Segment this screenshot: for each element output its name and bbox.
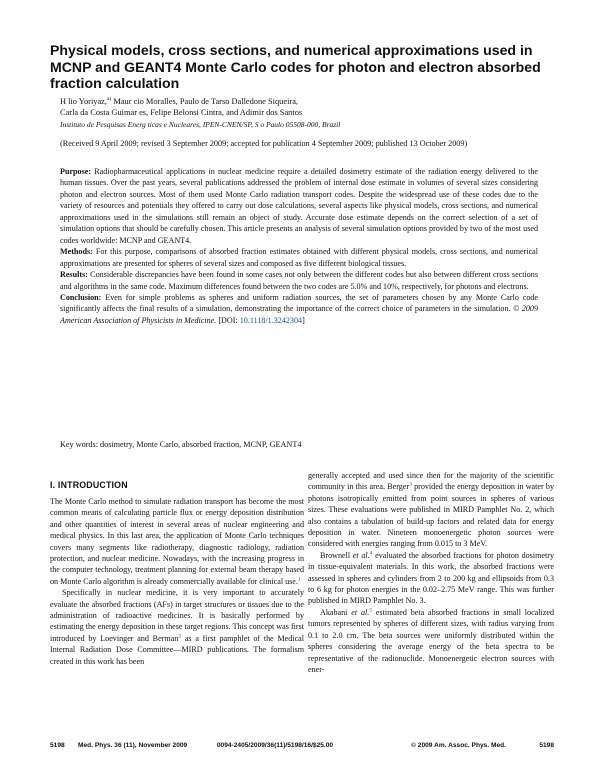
intro-p5-text-a: Akabani (320, 607, 352, 617)
abstract-purpose (60, 166, 538, 246)
intro-p5-text-b: estimated beta absorbed fractions in small localized tumors represented by spheres of different sizes, with radius varying from 0.1 to 2.0 cm. The beta sources were uniformly distributed within the spheres considering the average energy of the beta spectra to be representative of the radionuclide. Monoenergetic electron sources with ener- (308, 607, 555, 674)
affiliation: Instituto de Pesquisas Energ ticas e Nucleares, IPEN-CNEN/SP, S o Paulo 05508-000, Brazil (60, 120, 341, 129)
abstract (60, 166, 538, 326)
purpose-text: Radiopharmaceutical applications in nuclear medicine require a detailed dosimetry estimate of the radiation energy delivered to the human tissues. Over the past years, several publications addressed the problem of internal dose estimate in volumes of several sizes considering photon and electron sources. Most of them used Monte Carlo radiation transport codes. Despite the widespread use of these codes due to the variety of resources and potentials they offered to carry out dose calculations, several aspects like physical models, cross sections, and numerical approximations used in the simulations still remain an object of study. Accurate dose estimate depends on the correct selection of a set of simulation options that should be carefully chosen. This article presents an analysis of several simulation options provided by two of the most used codes worldwide: MCNP and GEANT4. (60, 167, 538, 245)
copyright-note: © 2009 American Association of Physicists in Medicine. (60, 304, 538, 325)
abstract-conclusion (60, 292, 538, 326)
footer-page-number-left: 5198 (50, 742, 65, 749)
reference-link[interactable]: 2 (178, 633, 182, 640)
intro-paragraph-5 (308, 607, 554, 675)
footer-copyright: © 2009 Am. Assoc. Phys. Med. (411, 742, 506, 749)
reference-link[interactable]: 1 (297, 576, 301, 583)
intro-p1-text: The Monte Carlo method to simulate radiation transport has become the most common means of calculating particle flux or energy deposition distribution and other quantities of interest in several areas of nuclear engineering and medical physics. In this last area, the application of Monte Carlo techniques covers many segments like radiotherapy, diagnostic radiology, radiation protection, and nuclear medicine. Nowadays, with the increasing progress in the computer technology, treatment planning for external beam therapy based on Monte Carlo algorithm is already commercially available for clinical use. (50, 497, 304, 586)
doi-link[interactable]: 10.1118/1.3242304 (239, 315, 303, 325)
intro-paragraph-3 (308, 470, 554, 550)
purpose-label: Purpose: (60, 167, 92, 176)
authors-line1-start: H lio Yoriyaz, (60, 97, 107, 106)
intro-p3-text-a: generally accepted and used since then for the majority of the scientific community in this area. Berger (308, 471, 554, 492)
author-list (60, 97, 538, 119)
intro-paragraph-2 (50, 587, 304, 667)
footer-article-code: 0094-2405/2009/36(11)/5198/16/$25.00 (216, 742, 334, 749)
intro-p3-text-b: provided the energy deposition in water by photons isotropically emitted from point sources in spheres of various sizes. These evaluations were published in MIRD Pamphlet No. 2, which also contains a tabulation of build-up factors and related data for energy deposition in water. Nineteen monoenergetic photon sources were considered with energies ranging from 0.015 to 3 MeV. (308, 482, 554, 549)
conclusion-label: Conclusion: (60, 292, 102, 302)
conclusion-text: Even for simple problems as spheres and uniform radiation sources, the set of parameters chosen by any Monte Carlo code significantly affects the final results of a simulation, demonstrating the importance of the correct choice of parameters in the simulation. (60, 292, 539, 314)
authors-line2: Carla da Costa Guimar es, Felipe Belonsi Cintra, and Adimir dos Santos (60, 107, 303, 117)
intro-p4-text-b: evaluated the absorbed fractions for photon dosimetry in tissue-equivalent materials. In this work, the absorbed fractions were assessed in spheres and cylinders from 2 to 200 kg and ellipsoids from 0.3 to 6 kg for photon energies in the 0.02–2.75 MeV range. This was further published in MIRD Pamphlet No. 3. (308, 550, 555, 606)
intro-p2-text-a: Specifically in nuclear medicine, it is very important to accurately evaluate the absorbed fractions (AFs) in target structures or tissues due to the administration of radioactive medicines. It is basically performed by estimating the energy deposition in these target regions. This concept was first introduced by Loevinger and Berman (50, 588, 304, 643)
footer-journal: Med. Phys. 36 (11), November 2009 (78, 742, 188, 749)
abstract-results (60, 269, 538, 292)
intro-paragraph-1 (50, 496, 304, 587)
intro-p2-text-b: as a first pamphlet of the Medical Internal Radiation Dose Committee—MIRD publications. The formalism created in this work has been (50, 633, 304, 666)
et-al: et al. (351, 607, 370, 617)
author-footnote-marker: a) (107, 96, 112, 103)
reference-link[interactable]: 4 (369, 550, 373, 557)
et-al: et al. (352, 550, 370, 560)
results-label: Results: (60, 270, 88, 280)
abstract-methods (60, 246, 538, 269)
methods-label: Methods: (60, 247, 93, 257)
intro-p4-text-a: Brownell (320, 550, 353, 560)
publication-history: (Received 9 April 2009; revised 3 September 2009; accepted for publication 4 September 2009; published 13 October 2009) (60, 139, 468, 148)
keywords: Key words: dosimetry, Monte Carlo, absorbed fraction, MCNP, GEANT4 (60, 440, 302, 449)
footer-page-number-right: 5198 (539, 742, 554, 749)
doi-suffix: ] (302, 315, 305, 325)
authors-line1-end: Maur cio Moralles, Paulo de Tarso Dalledone Siqueira, (111, 97, 298, 106)
intro-paragraph-4 (308, 550, 554, 607)
methods-text: For this purpose, comparisons of absorbed fraction estimates obtained with different physical models, cross sections, and numerical approximations are presented for spheres of several sizes and composed as five different biological tissues. (60, 247, 539, 268)
page-footer (50, 742, 554, 749)
article-title: Physical models, cross sections, and numerical approximations used in MCNP and GEANT4 Monte Carlo codes for photon and electron absorbed fraction calculation (50, 42, 541, 92)
reference-link[interactable]: 5 (369, 607, 373, 614)
left-column (50, 496, 304, 667)
right-column (308, 470, 554, 675)
section-heading: I. INTRODUCTION (50, 480, 128, 490)
reference-link[interactable]: 3 (409, 481, 412, 488)
results-text: Considerable discrepancies have been found in some cases not only between the different codes but also between different cross sections and algorithms in the same code. Maximum differences found between the two codes are 5.0% and 10%, respectively, for photons and electrons. (60, 270, 539, 291)
doi-prefix: [DOI: (218, 315, 240, 325)
